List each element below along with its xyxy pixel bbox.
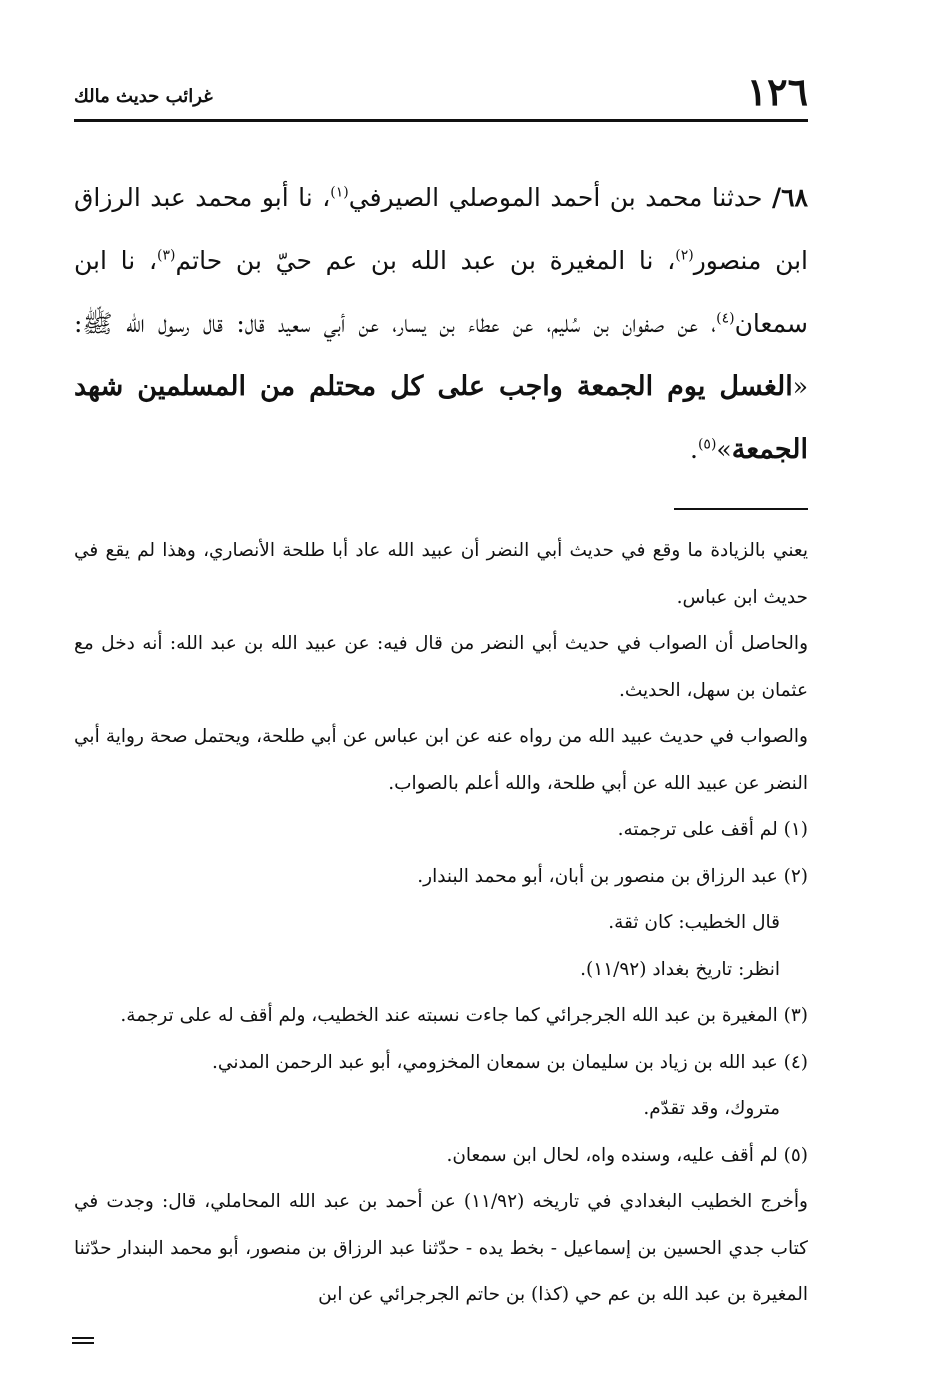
hadith-matn: الغسل يوم الجمعة واجب على كل محتلم من المسلمين شهد الجمعة (74, 371, 808, 465)
footnote-2-line: انظر: تاريخ بغداد (١١/٩٢). (580, 958, 780, 980)
footnote-2: (٢) عبد الرزاق بن منصور بن أبان، أبو محمد البندار. (417, 865, 808, 887)
footnote-ref: (٥) (697, 436, 717, 453)
hadith-text (74, 166, 808, 481)
footnote-separator (674, 508, 808, 510)
footnote-ref: (٤) (716, 310, 735, 327)
footnote-3: (٣) المغيرة بن عبد الله الجرجرائي كما جاءت نسبته عند الخطيب، ولم أقف له على ترجمة. (120, 1005, 808, 1026)
hadith-text-part: . (690, 435, 698, 464)
footnote-continuation: يعني بالزيادة ما وقع في حديث أبي النضر أن عبيد الله عاد أبا طلحة الأنصاري، وهذا لم يقع في حديث ابن عباس. (74, 540, 808, 608)
footnote-continuation: والصواب في حديث عبيد الله من رواه عنه عن ابن عباس عن أبي طلحة، ويحتمل صحة رواية أبي النضر عن عبيد الله عن أبي طلحة، والله أعلم بالصواب. (74, 726, 808, 794)
hadith-text-part: ، عن صفوان بن سُليم، عن عطاء بن يسار، عن أبي سعيد قال: قال رسول الله ﷺ: « (74, 309, 808, 401)
hadith-text-part: حدثنا محمد بن أحمد الموصلي الصيرفي (348, 183, 772, 212)
continuation-mark (72, 1334, 94, 1348)
footnote-continuation: والحاصل أن الصواب في حديث أبي النضر من قال فيه: عن عبيد الله بن عبد الله: أنه دخل مع عثمان بن سهل، الحديث. (74, 633, 808, 701)
footnote-4-line: متروك، وقد تقدّم. (643, 1098, 780, 1119)
hadith-number: ٦٨/ (771, 183, 808, 212)
footnote-ref: (١) (330, 184, 349, 201)
footnote-5-continuation: وأخرج الخطيب البغدادي في تاريخه (١١/٩٢) عن أحمد بن عبد الله المحاملي، قال: وجدت في كتاب جدي الحسين بن إسماعيل - بخط يده - حدّثنا عبد الرزاق بن منصور، أبو محمد البندار حدّثنا المغيرة بن عبد الله بن عم حي (كذا) بن حاتم الجرجرائي عن ابن (74, 1191, 808, 1305)
hadith-text-part: ، نا ابن سمعان (74, 246, 808, 338)
footnotes (74, 528, 808, 1319)
footnote-2-line: قال الخطيب: كان ثقة. (608, 912, 780, 933)
footnote-ref: (٢) (675, 247, 694, 264)
hadith-text-part: ، نا المغيرة بن عبد الله بن عم حيّ بن حاتم (175, 246, 676, 275)
page-header (74, 70, 808, 118)
hadith-text-part: ، نا أبو محمد عبد الرزاق ابن منصور (74, 183, 808, 275)
footnote-5: (٥) لم أقف عليه، وسنده واه، لحال ابن سمعان. (446, 1144, 808, 1166)
header-rule (74, 119, 808, 122)
footnote-ref: (٣) (157, 247, 176, 264)
page-number: ١٢٦ (746, 69, 808, 114)
footnote-1: (١) لم أقف على ترجمته. (617, 819, 808, 840)
hadith-text-part: » (716, 435, 732, 464)
running-title: غرائب حديث مالك (74, 86, 213, 107)
footnote-4: (٤) عبد الله بن زياد بن سليمان بن سمعان المخزومي، أبو عبد الرحمن المدني. (212, 1051, 808, 1073)
